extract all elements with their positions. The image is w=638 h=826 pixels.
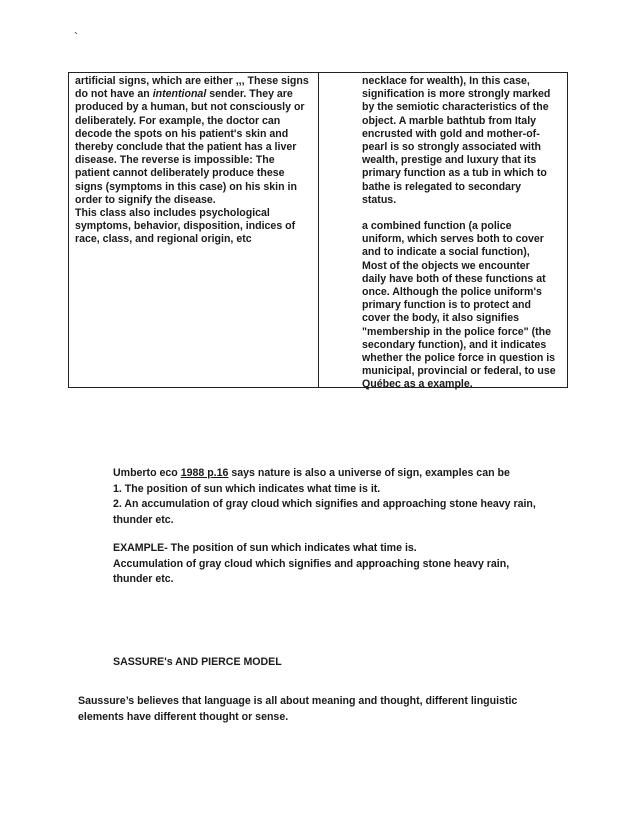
- eco-line-1: [113, 466, 536, 482]
- saussure-paragraph: Saussure’s believes that language is all about meaning and thought, different linguistic elements have different thought or sense.: [78, 695, 518, 723]
- eco-section: [113, 466, 536, 528]
- left-line-1: artificial signs, which are either ,,, These signs: [75, 75, 309, 87]
- eco-list: 1. The position of sun which indicates what time is it. 2. An accumulation of gray cloud which signifies and approaching stone heavy rain, thunder etc.: [113, 482, 536, 526]
- right-cell-paragraph-2: a combined function (a police uniform, which serves both to cover and to indicate a social function), Most of the objects we encounter daily have both of these functions at once. Although the police uniform's primary function is to protect and cover the body, it also signifies "membership in the police force" (the secondary function), and it indicates whether the police force in question is municipal, provincial or federal, to use Québec as a example.: [362, 220, 556, 391]
- eco-line-1-pre: Umberto eco: [113, 467, 181, 479]
- intentional-word: intentional: [152, 88, 207, 101]
- left-line-2-post: sender. They are: [206, 88, 293, 101]
- left-cell-text: [75, 75, 314, 247]
- table-cell-left: [69, 73, 319, 387]
- table-cell-right: [319, 73, 567, 391]
- stray-mark: `: [74, 30, 78, 44]
- section-heading: SASSURE's AND PIERCE MODEL: [113, 656, 282, 668]
- eco-line-1-post: says nature is also a universe of sign, examples can be: [228, 467, 510, 479]
- left-line-2-pre: do not have an: [75, 88, 153, 101]
- left-cell-rest: produced by a human, but not consciously or deliberately. For example, the doctor can decode the spots on his patient's skin and thereby conclude that the patient has a liver disease. The reverse is impossible: The patient cannot deliberately produce these signs (symptoms in this case) on his skin in order to signify the disease. This class also includes psychological symptoms, behavior, disposition, indices of race, class, and regional origin, etc: [75, 101, 305, 246]
- example-section: [113, 541, 509, 588]
- right-cell-paragraph-1: necklace for wealth), In this case, signification is more strongly marked by the semiotic characteristics of the object. A marble bathtub from Italy encrusted with gold and mother-of- pearl is so strongly associated with wealth, prestige and luxury that its primary function as a tub in which to bathe is relegated to secondary status.: [362, 75, 551, 206]
- content-table: [68, 72, 568, 391]
- citation-link[interactable]: 1988 p.16: [180, 467, 229, 479]
- example-text: EXAMPLE- The position of sun which indicates what time is. Accumulation of gray cloud which signifies and approaching stone heavy rain, thunder etc.: [113, 542, 510, 586]
